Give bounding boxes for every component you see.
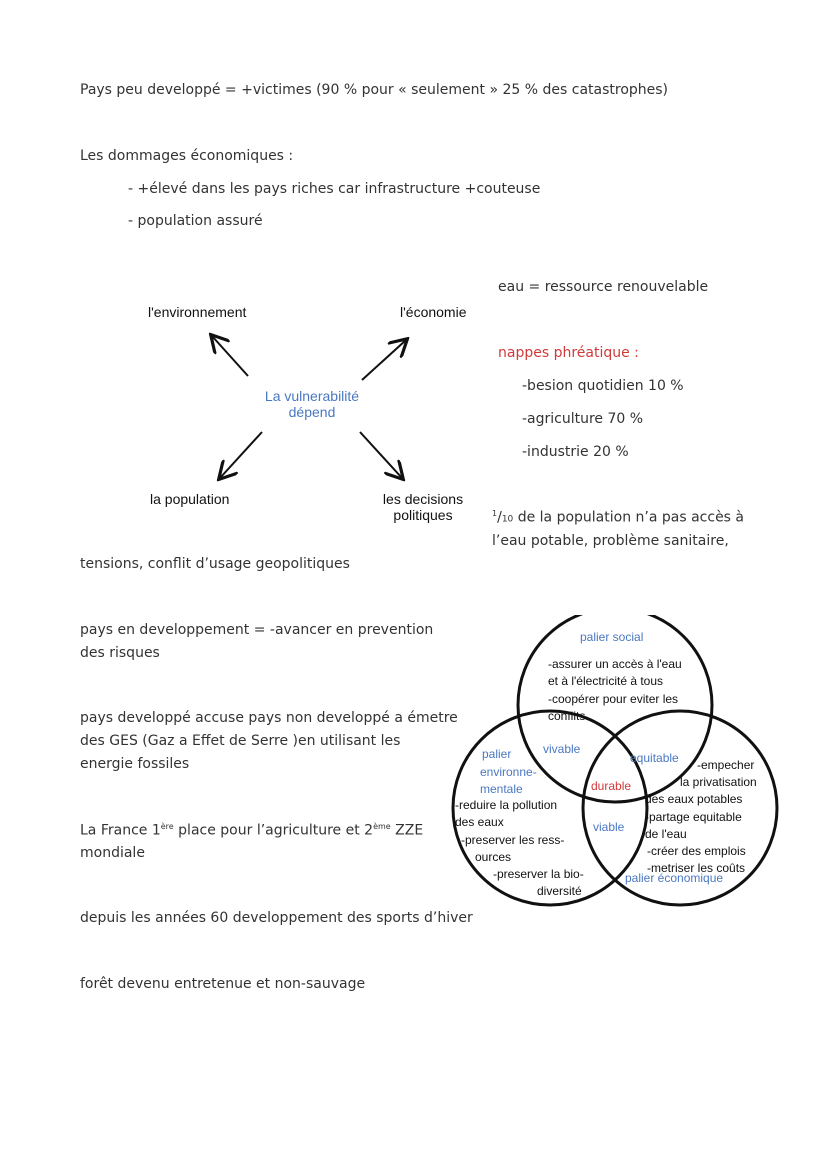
acces-eau-line2: l’eau potable, problème sanitaire, xyxy=(492,533,729,549)
vuln-decisions-line2: politiques xyxy=(393,507,453,523)
tensions-note: tensions, conflit d’usage geopolitiques xyxy=(80,556,350,572)
arrow-down-left xyxy=(220,432,262,478)
venn-eco-item-6: -créer des emplois xyxy=(647,844,746,858)
nappes-item-2: -agriculture 70 % xyxy=(522,411,644,427)
venn-env-item-3: -preserver les ress- xyxy=(461,833,565,847)
acces-text-1: de la population n’a pas accès à xyxy=(513,509,745,526)
venn-env-item-5: -preserver la bio- xyxy=(493,867,584,881)
venn-social-label: palier social xyxy=(580,630,644,644)
venn-eco-item-4: -partage equitable xyxy=(645,810,742,824)
venn-durable: durable xyxy=(591,779,632,793)
ges-line1: pays developpé accuse pays non developpé a émetre xyxy=(80,710,458,726)
foret-note: forêt devenu entretenue et non-sauvage xyxy=(80,976,366,992)
vuln-economie: l'économie xyxy=(400,304,467,320)
venn-equitable: equitable xyxy=(630,751,679,765)
fraction-den: 10 xyxy=(501,514,514,525)
dommages-item-2: - population assuré xyxy=(128,213,263,229)
arrow-down-right xyxy=(360,432,402,478)
ges-line3: energie fossiles xyxy=(80,756,190,772)
venn-eco-item-3: des eaux potables xyxy=(645,792,743,806)
france-sup2: ème xyxy=(373,822,391,831)
nappes-item-3: -industrie 20 % xyxy=(522,444,629,460)
venn-social-item-2: et à l'électricité à tous xyxy=(548,674,664,688)
france-a: La France 1 xyxy=(80,822,161,839)
venn-eco-item-7: -metriser les coûts xyxy=(647,861,746,875)
eau-note: eau = ressource renouvelable xyxy=(498,279,709,295)
france-b: place pour l’agriculture et 2 xyxy=(173,822,374,839)
pays-dev-line1: pays en developpement = -avancer en prevention xyxy=(80,622,434,638)
nappes-title: nappes phréatique : xyxy=(498,345,639,361)
venn-env-label-2: environne- xyxy=(480,765,537,779)
france-line2: mondiale xyxy=(80,845,145,861)
dommages-item-1: - +élevé dans les pays riches car infrastructure +couteuse xyxy=(128,181,541,197)
acces-eau-line1: $^1$/10 de la population n’a pas accès à xyxy=(492,509,745,526)
venn-diagram xyxy=(440,615,828,910)
venn-eco-label: palier économique xyxy=(625,871,724,885)
venn-vivable: vivable xyxy=(543,742,581,756)
venn-eco-item-2: la privatisation xyxy=(680,775,757,789)
pays-dev-line2: des risques xyxy=(80,645,160,661)
france-line1 xyxy=(80,822,423,839)
venn-social-item-3: -coopérer pour eviter les xyxy=(548,692,679,706)
venn-social-item-1: -assurer un accès à l'eau xyxy=(548,657,682,671)
dommages-title: Les dommages économiques : xyxy=(80,148,294,164)
fraction-num: 1 xyxy=(492,509,498,518)
france-sup1: ère xyxy=(160,822,174,831)
venn-env-label-1: palier xyxy=(482,747,512,761)
vuln-population: la population xyxy=(150,491,230,507)
venn-env-item-1: -reduire la pollution xyxy=(455,798,558,812)
venn-env-item-2: des eaux xyxy=(455,815,504,829)
venn-env-item-6: diversité xyxy=(537,884,582,898)
ges-line2: des GES (Gaz a Effet de Serre )en utilisant les xyxy=(80,733,401,749)
venn-social-item-4: conflits xyxy=(548,709,586,723)
venn-viable: viable xyxy=(593,820,625,834)
venn-env-item-4: ources xyxy=(475,850,512,864)
venn-eco-item-5: de l'eau xyxy=(645,827,687,841)
venn-env-label-3: mentale xyxy=(480,782,523,796)
arrow-up-left xyxy=(212,336,248,376)
sports-note: depuis les années 60 developpement des sports d’hiver xyxy=(80,910,473,926)
vuln-center-line2: dépend xyxy=(288,404,336,420)
vuln-center-line1: La vulnerabilité xyxy=(264,388,360,404)
vuln-decisions-line1: les decisions xyxy=(382,491,464,507)
nappes-item-1: -besion quotidien 10 % xyxy=(522,378,684,394)
france-c: ZZE xyxy=(390,822,424,839)
arrow-up-right xyxy=(362,340,406,380)
venn-eco-item-1: -empecher xyxy=(697,758,755,772)
vuln-environnement: l'environnement xyxy=(148,304,247,320)
note-victimes: Pays peu developpé = +victimes (90 % pour « seulement » 25 % des catastrophes) xyxy=(80,82,669,98)
